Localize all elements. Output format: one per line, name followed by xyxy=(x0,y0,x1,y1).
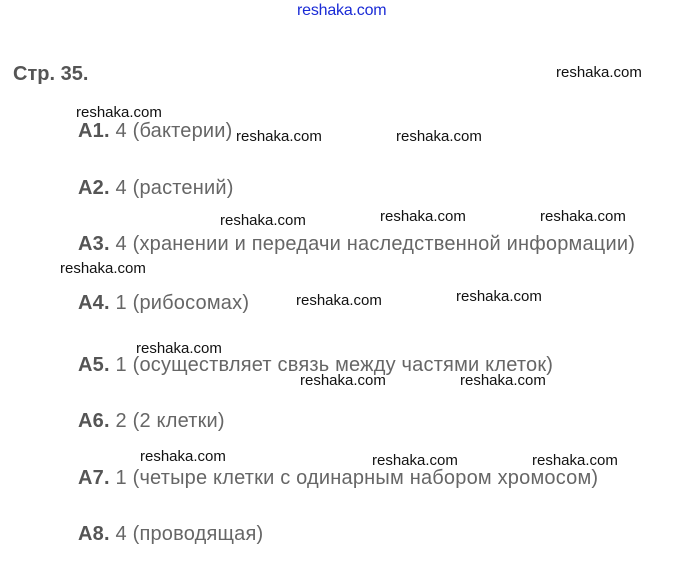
answer-number: А2. xyxy=(78,177,110,199)
watermark-label: reshaka.com xyxy=(76,104,162,121)
watermark-label: reshaka.com xyxy=(140,448,226,465)
answer-number: А8. xyxy=(78,523,110,545)
watermark-label: reshaka.com xyxy=(556,64,642,81)
watermark-label: reshaka.com xyxy=(296,292,382,309)
answer-a6 xyxy=(78,410,225,433)
answer-number: А1. xyxy=(78,120,110,142)
watermark-label: reshaka.com xyxy=(380,208,466,225)
watermark-label: reshaka.com xyxy=(220,212,306,229)
answer-a3 xyxy=(78,233,635,256)
watermark-label: reshaka.com xyxy=(460,372,546,389)
answer-text: 4 (хранении и передачи наследственной информации) xyxy=(115,233,636,255)
answer-a4 xyxy=(78,292,249,315)
answer-number: А7. xyxy=(78,467,110,489)
watermark-label: reshaka.com xyxy=(532,452,618,469)
watermark-label: reshaka.com xyxy=(300,372,386,389)
watermark-label: reshaka.com xyxy=(396,128,482,145)
watermark-label: reshaka.com xyxy=(540,208,626,225)
answer-text: 1 (осуществляет связь между частями клеток) xyxy=(115,354,554,376)
answer-text: 4 (растений) xyxy=(115,177,234,199)
watermark-label: reshaka.com xyxy=(372,452,458,469)
answer-a8 xyxy=(78,523,263,546)
page-number-label: Стр. 35. xyxy=(13,63,89,85)
answer-number: А4. xyxy=(78,292,110,314)
answer-text: 2 (2 клетки) xyxy=(115,410,225,432)
answer-a1 xyxy=(78,120,233,143)
answer-number: А5. xyxy=(78,354,110,376)
watermark-label: reshaka.com xyxy=(236,128,322,145)
watermark-label: reshaka.com xyxy=(136,340,222,357)
answer-text: 1 (четыре клетки с одинарным набором хромосом) xyxy=(115,467,599,489)
answer-text: 4 (проводящая) xyxy=(115,523,264,545)
site-watermark-top: reshaka.com xyxy=(297,2,387,19)
answer-a2 xyxy=(78,177,234,200)
answer-text: 4 (бактерии) xyxy=(115,120,233,142)
answer-text: 1 (рибосомах) xyxy=(115,292,250,314)
answer-number: А6. xyxy=(78,410,110,432)
answer-number: А3. xyxy=(78,233,110,255)
answer-a7 xyxy=(78,467,598,490)
watermark-label: reshaka.com xyxy=(60,260,146,277)
watermark-label: reshaka.com xyxy=(456,288,542,305)
